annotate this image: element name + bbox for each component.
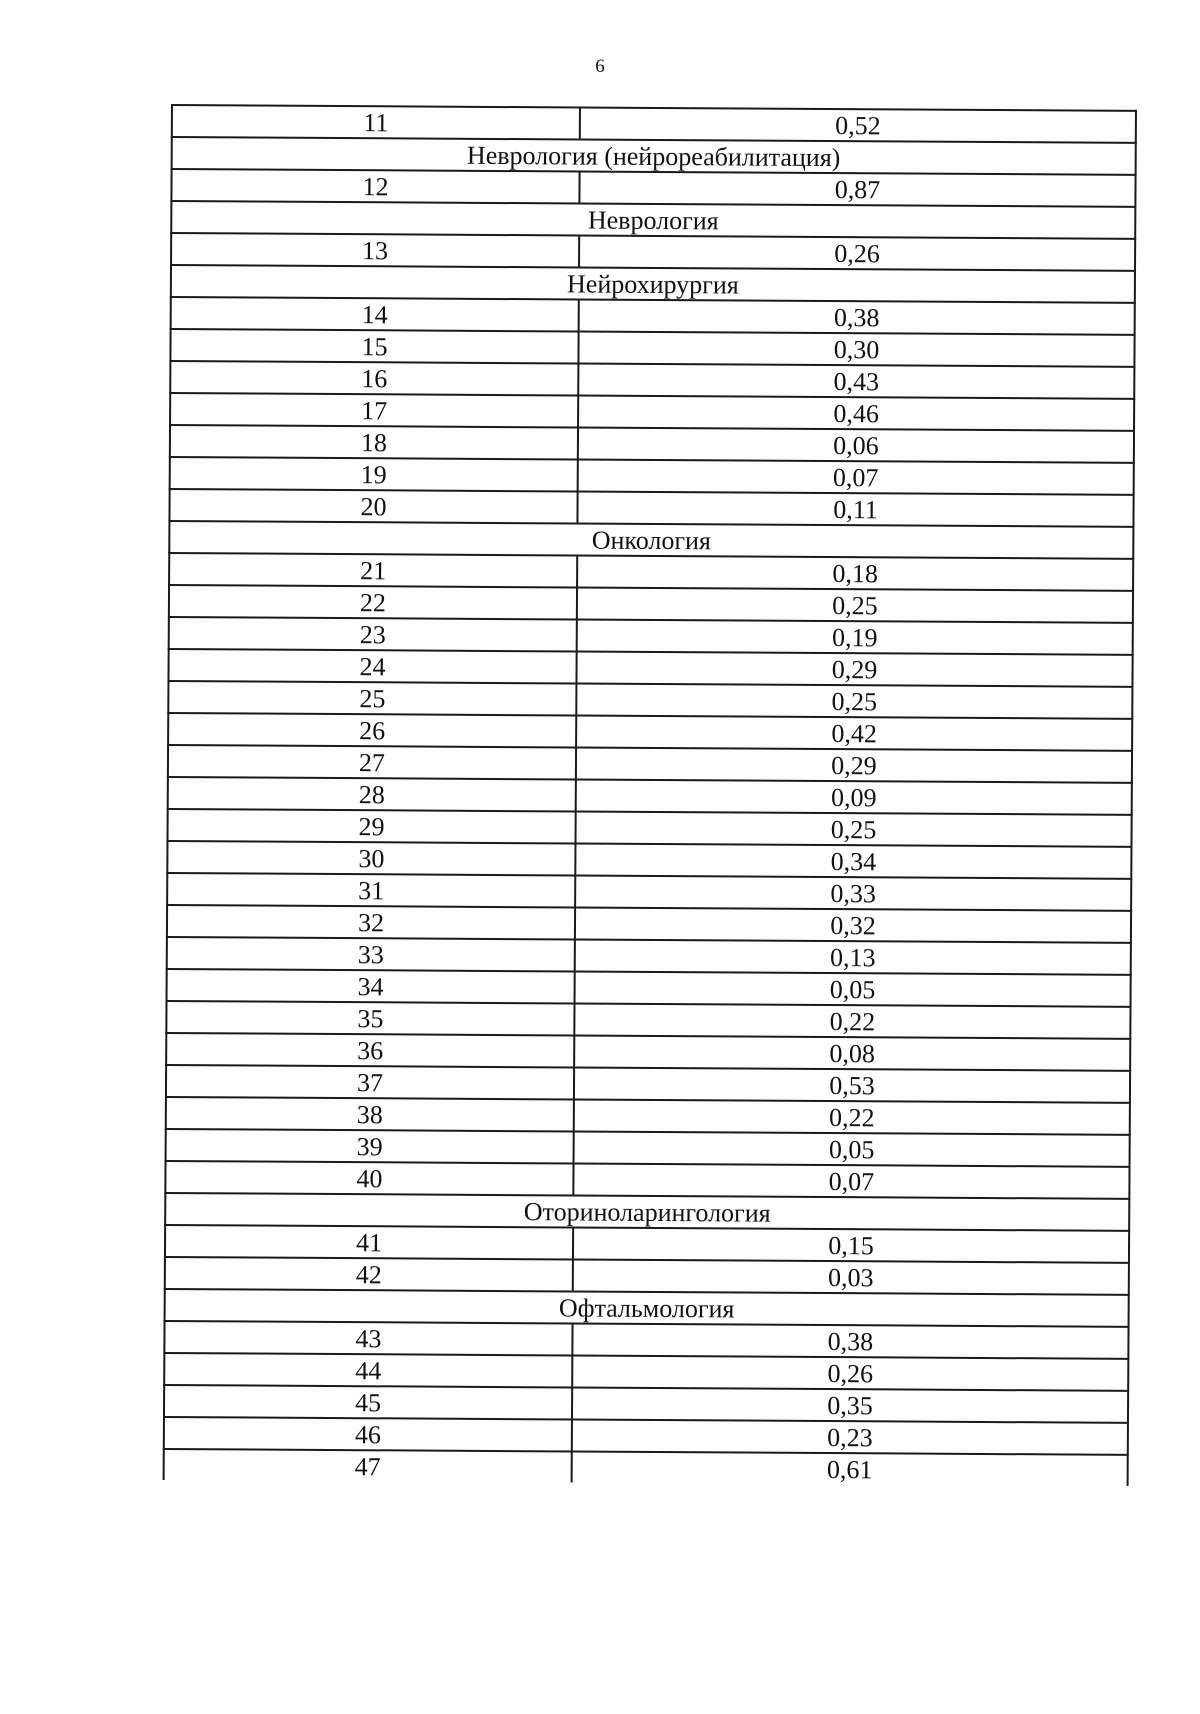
coefficient-value-cell: 0,06 (578, 427, 1134, 462)
coefficient-value-cell: 0,42 (576, 715, 1132, 750)
row-number-cell: 34 (167, 969, 575, 1003)
row-number-cell: 38 (166, 1097, 574, 1131)
row-number-cell: 21 (169, 553, 577, 587)
coefficients-table (163, 104, 1137, 1486)
coefficient-value-cell: 0,38 (572, 1323, 1128, 1358)
row-number-cell: 41 (165, 1225, 573, 1259)
coefficient-value-cell: 0,87 (579, 171, 1135, 206)
row-number-cell: 35 (166, 1001, 574, 1035)
coefficient-value-cell: 0,26 (572, 1355, 1128, 1390)
row-number-cell: 42 (165, 1257, 573, 1291)
section-title: Оториноларингология (165, 1193, 1129, 1231)
row-number-cell: 19 (170, 457, 578, 491)
coefficient-value-cell: 0,29 (576, 747, 1132, 782)
row-number-cell: 47 (164, 1449, 572, 1482)
coefficient-value-cell: 0,34 (575, 843, 1131, 878)
row-number-cell: 24 (168, 649, 576, 683)
row-number-cell: 16 (170, 361, 578, 395)
row-number-cell: 37 (166, 1065, 574, 1099)
coefficient-value-cell: 0,08 (574, 1035, 1130, 1070)
table-body (164, 105, 1136, 1486)
coefficient-value-cell: 0,25 (576, 683, 1132, 718)
coefficient-value-cell: 0,29 (576, 651, 1132, 686)
section-title: Неврология (нейрореабилитация) (172, 137, 1136, 175)
coefficient-value-cell: 0,30 (578, 331, 1134, 366)
row-number-cell: 27 (168, 745, 576, 779)
row-number-cell: 20 (169, 489, 577, 523)
table-row (164, 1449, 1128, 1486)
coefficient-value-cell: 0,46 (578, 395, 1134, 430)
coefficient-value-cell: 0,22 (574, 1003, 1130, 1038)
coefficient-value-cell: 0,43 (578, 363, 1134, 398)
coefficient-value-cell: 0,35 (572, 1387, 1128, 1422)
row-number-cell: 26 (168, 713, 576, 747)
coefficient-value-cell: 0,05 (575, 971, 1131, 1006)
row-number-cell: 23 (169, 617, 577, 651)
coefficient-value-cell: 0,15 (573, 1227, 1129, 1262)
coefficient-value-cell: 0,19 (577, 619, 1133, 654)
section-title: Офтальмология (165, 1289, 1129, 1327)
coefficient-value-cell: 0,52 (580, 107, 1136, 142)
coefficient-value-cell: 0,03 (573, 1259, 1129, 1294)
row-number-cell: 18 (170, 425, 578, 459)
row-number-cell: 17 (170, 393, 578, 427)
row-number-cell: 39 (166, 1129, 574, 1163)
coefficient-value-cell: 0,32 (575, 907, 1131, 942)
coefficient-value-cell: 0,33 (575, 875, 1131, 910)
coefficient-value-cell: 0,23 (572, 1419, 1128, 1454)
row-number-cell: 43 (164, 1321, 572, 1355)
coefficient-value-cell: 0,22 (574, 1099, 1130, 1134)
section-title: Нейрохирургия (171, 265, 1135, 303)
coefficient-value-cell: 0,53 (574, 1067, 1130, 1102)
section-title: Неврология (171, 201, 1135, 239)
row-number-cell: 40 (165, 1161, 573, 1195)
row-number-cell: 31 (167, 873, 575, 907)
coefficient-value-cell: 0,09 (576, 779, 1132, 814)
coefficient-value-cell: 0,11 (577, 491, 1133, 526)
row-number-cell: 45 (164, 1385, 572, 1419)
row-number-cell: 13 (171, 233, 579, 267)
row-number-cell: 12 (171, 169, 579, 203)
row-number-cell: 32 (167, 905, 575, 939)
row-number-cell: 46 (164, 1417, 572, 1451)
row-number-cell: 25 (168, 681, 576, 715)
coefficient-value-cell: 0,18 (577, 555, 1133, 590)
row-number-cell: 14 (171, 297, 579, 331)
coefficient-value-cell: 0,26 (579, 235, 1135, 270)
coefficient-value-cell: 0,25 (575, 811, 1131, 846)
coefficient-value-cell: 0,38 (579, 299, 1135, 334)
coefficient-value-cell: 0,05 (574, 1131, 1130, 1166)
row-number-cell: 30 (167, 841, 575, 875)
row-number-cell: 15 (170, 329, 578, 363)
row-number-cell: 28 (168, 777, 576, 811)
row-number-cell: 36 (166, 1033, 574, 1067)
page-number: 6 (595, 56, 605, 77)
section-title: Онкология (169, 521, 1133, 559)
coefficient-value-cell: 0,07 (578, 459, 1134, 494)
row-number-cell: 33 (167, 937, 575, 971)
coefficient-value-cell: 0,13 (575, 939, 1131, 974)
coefficient-value-cell: 0,61 (572, 1451, 1128, 1485)
coefficient-value-cell: 0,25 (577, 587, 1133, 622)
coefficient-value-cell: 0,07 (573, 1163, 1129, 1198)
row-number-cell: 11 (172, 105, 580, 139)
row-number-cell: 29 (167, 809, 575, 843)
row-number-cell: 22 (169, 585, 577, 619)
row-number-cell: 44 (164, 1353, 572, 1387)
